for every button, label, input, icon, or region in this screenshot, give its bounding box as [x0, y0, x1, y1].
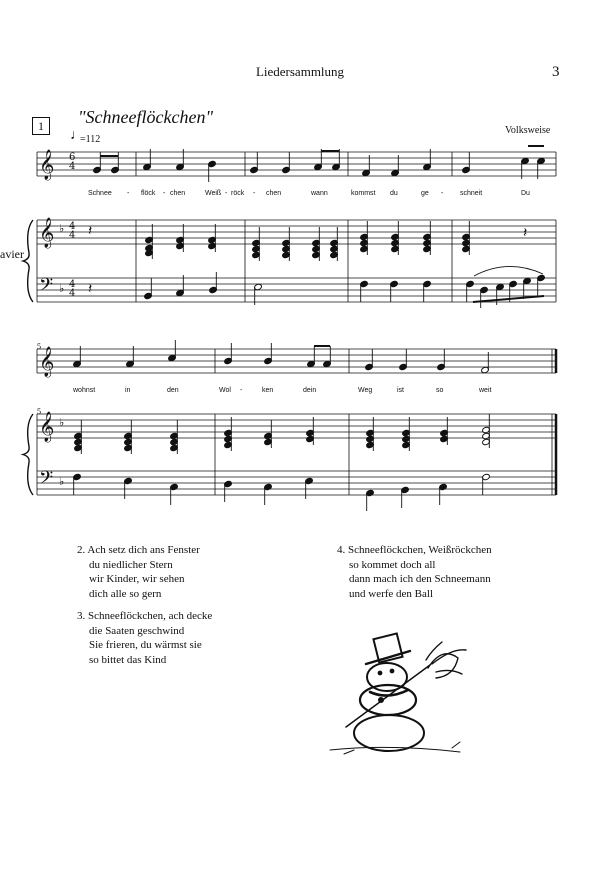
rest-icon: 𝄽 — [88, 223, 93, 239]
time-signature: 4 — [69, 221, 76, 232]
lyric-syllable: Weg — [358, 387, 373, 394]
bass-clef-icon: 𝄢 — [39, 275, 54, 300]
lyric-syllable: - — [127, 190, 130, 197]
lyric-syllable: schneit — [460, 190, 483, 197]
time-signature: 4 — [69, 161, 76, 172]
verse-line: dann mach ich den Schneemann — [349, 573, 491, 585]
time-signature: 6 — [69, 152, 76, 163]
slur — [474, 266, 543, 276]
key-signature-flat: ♭ — [59, 222, 65, 235]
verse-4 — [337, 543, 492, 601]
treble-clef-icon: 𝄞 — [39, 150, 55, 180]
lyric-syllable: Weiß — [205, 190, 222, 197]
piano-brace — [23, 414, 33, 495]
verse-line: die Saaten geschwind — [89, 624, 185, 637]
page-header-title: Liedersammlung — [255, 64, 345, 79]
measure-number-system2: 5 — [37, 342, 41, 351]
verse-line: du niedlicher Stern — [89, 558, 173, 571]
lyric-syllable: chen — [170, 190, 186, 197]
lyric-syllable: Du — [521, 190, 530, 197]
lyric-syllable: du — [390, 190, 398, 197]
instrument-label: avier — [0, 247, 24, 261]
lyric-syllable: - — [441, 190, 444, 197]
lyric-syllable: in — [125, 387, 131, 394]
lyric-syllable: - — [225, 190, 228, 197]
verse-line: so bittet das Kind — [89, 653, 167, 666]
lyric-syllable: ge — [421, 190, 429, 197]
page-number: 3 — [552, 64, 560, 80]
lyric-syllable: Schnee — [88, 190, 112, 197]
treble-clef-icon: 𝄞 — [39, 347, 55, 377]
verse-line: dich alle so gern — [89, 587, 162, 600]
time-signature: 4 — [69, 288, 76, 299]
lyric-syllable: so — [436, 387, 444, 394]
lyric-syllable: ist — [397, 387, 404, 394]
tempo-marking: =112 — [80, 134, 101, 145]
verse-line: 3. Schneeflöckchen, ach decke — [77, 610, 213, 622]
lyric-syllable: Wol — [219, 387, 231, 394]
verse-line: wir Kinder, wir sehen — [89, 573, 185, 585]
lyric-syllable: den — [167, 387, 179, 394]
measure-number-piano2: 5 — [37, 407, 41, 416]
lyric-syllable: - — [253, 190, 256, 197]
verse-line: so kommet doch all — [349, 558, 436, 571]
time-signature: 4 — [69, 230, 76, 241]
verse-line: und werfe den Ball — [349, 587, 433, 600]
composer-label: Volksweise — [505, 125, 551, 136]
lyric-syllable: dein — [303, 387, 317, 394]
bass-clef-icon: 𝄢 — [39, 468, 54, 493]
song-number-box: 1 — [32, 117, 50, 135]
verse-2 — [77, 543, 200, 601]
lyric-syllable: chen — [266, 190, 282, 197]
rest-icon: 𝄽 — [523, 225, 528, 241]
piano-brace — [23, 220, 33, 302]
lyric-syllable: kommst — [351, 190, 376, 197]
treble-clef-icon: 𝄞 — [39, 218, 55, 248]
lyric-syllable: flöck — [141, 190, 156, 197]
quarter-note-icon: ♩ — [70, 128, 84, 143]
key-signature-flat: ♭ — [59, 475, 65, 488]
key-signature-flat: ♭ — [59, 282, 65, 295]
verse-line: 2. Ach setz dich ans Fenster — [77, 544, 200, 556]
treble-clef-icon: 𝄞 — [39, 412, 55, 442]
verse-line: Sie frieren, du wärmst sie — [89, 639, 202, 651]
lyric-syllable: wohnst — [73, 387, 96, 394]
verse-line: 4. Schneeflöckchen, Weißröckchen — [337, 544, 492, 556]
lyric-syllable: röck — [231, 190, 245, 197]
lyric-syllable: wann — [311, 190, 328, 197]
verse-3 — [77, 609, 212, 667]
lyric-syllable: - — [163, 190, 166, 197]
rest-icon: 𝄽 — [88, 281, 93, 297]
time-signature: 4 — [69, 279, 76, 290]
key-signature-flat: ♭ — [59, 416, 65, 429]
lyric-syllable: - — [240, 387, 243, 394]
song-title: "Schneeflöckchen" — [78, 107, 214, 127]
lyric-syllable: weit — [479, 387, 492, 394]
beam — [473, 296, 544, 302]
lyric-syllable: ken — [262, 387, 274, 394]
snowman-drawing — [330, 633, 466, 754]
